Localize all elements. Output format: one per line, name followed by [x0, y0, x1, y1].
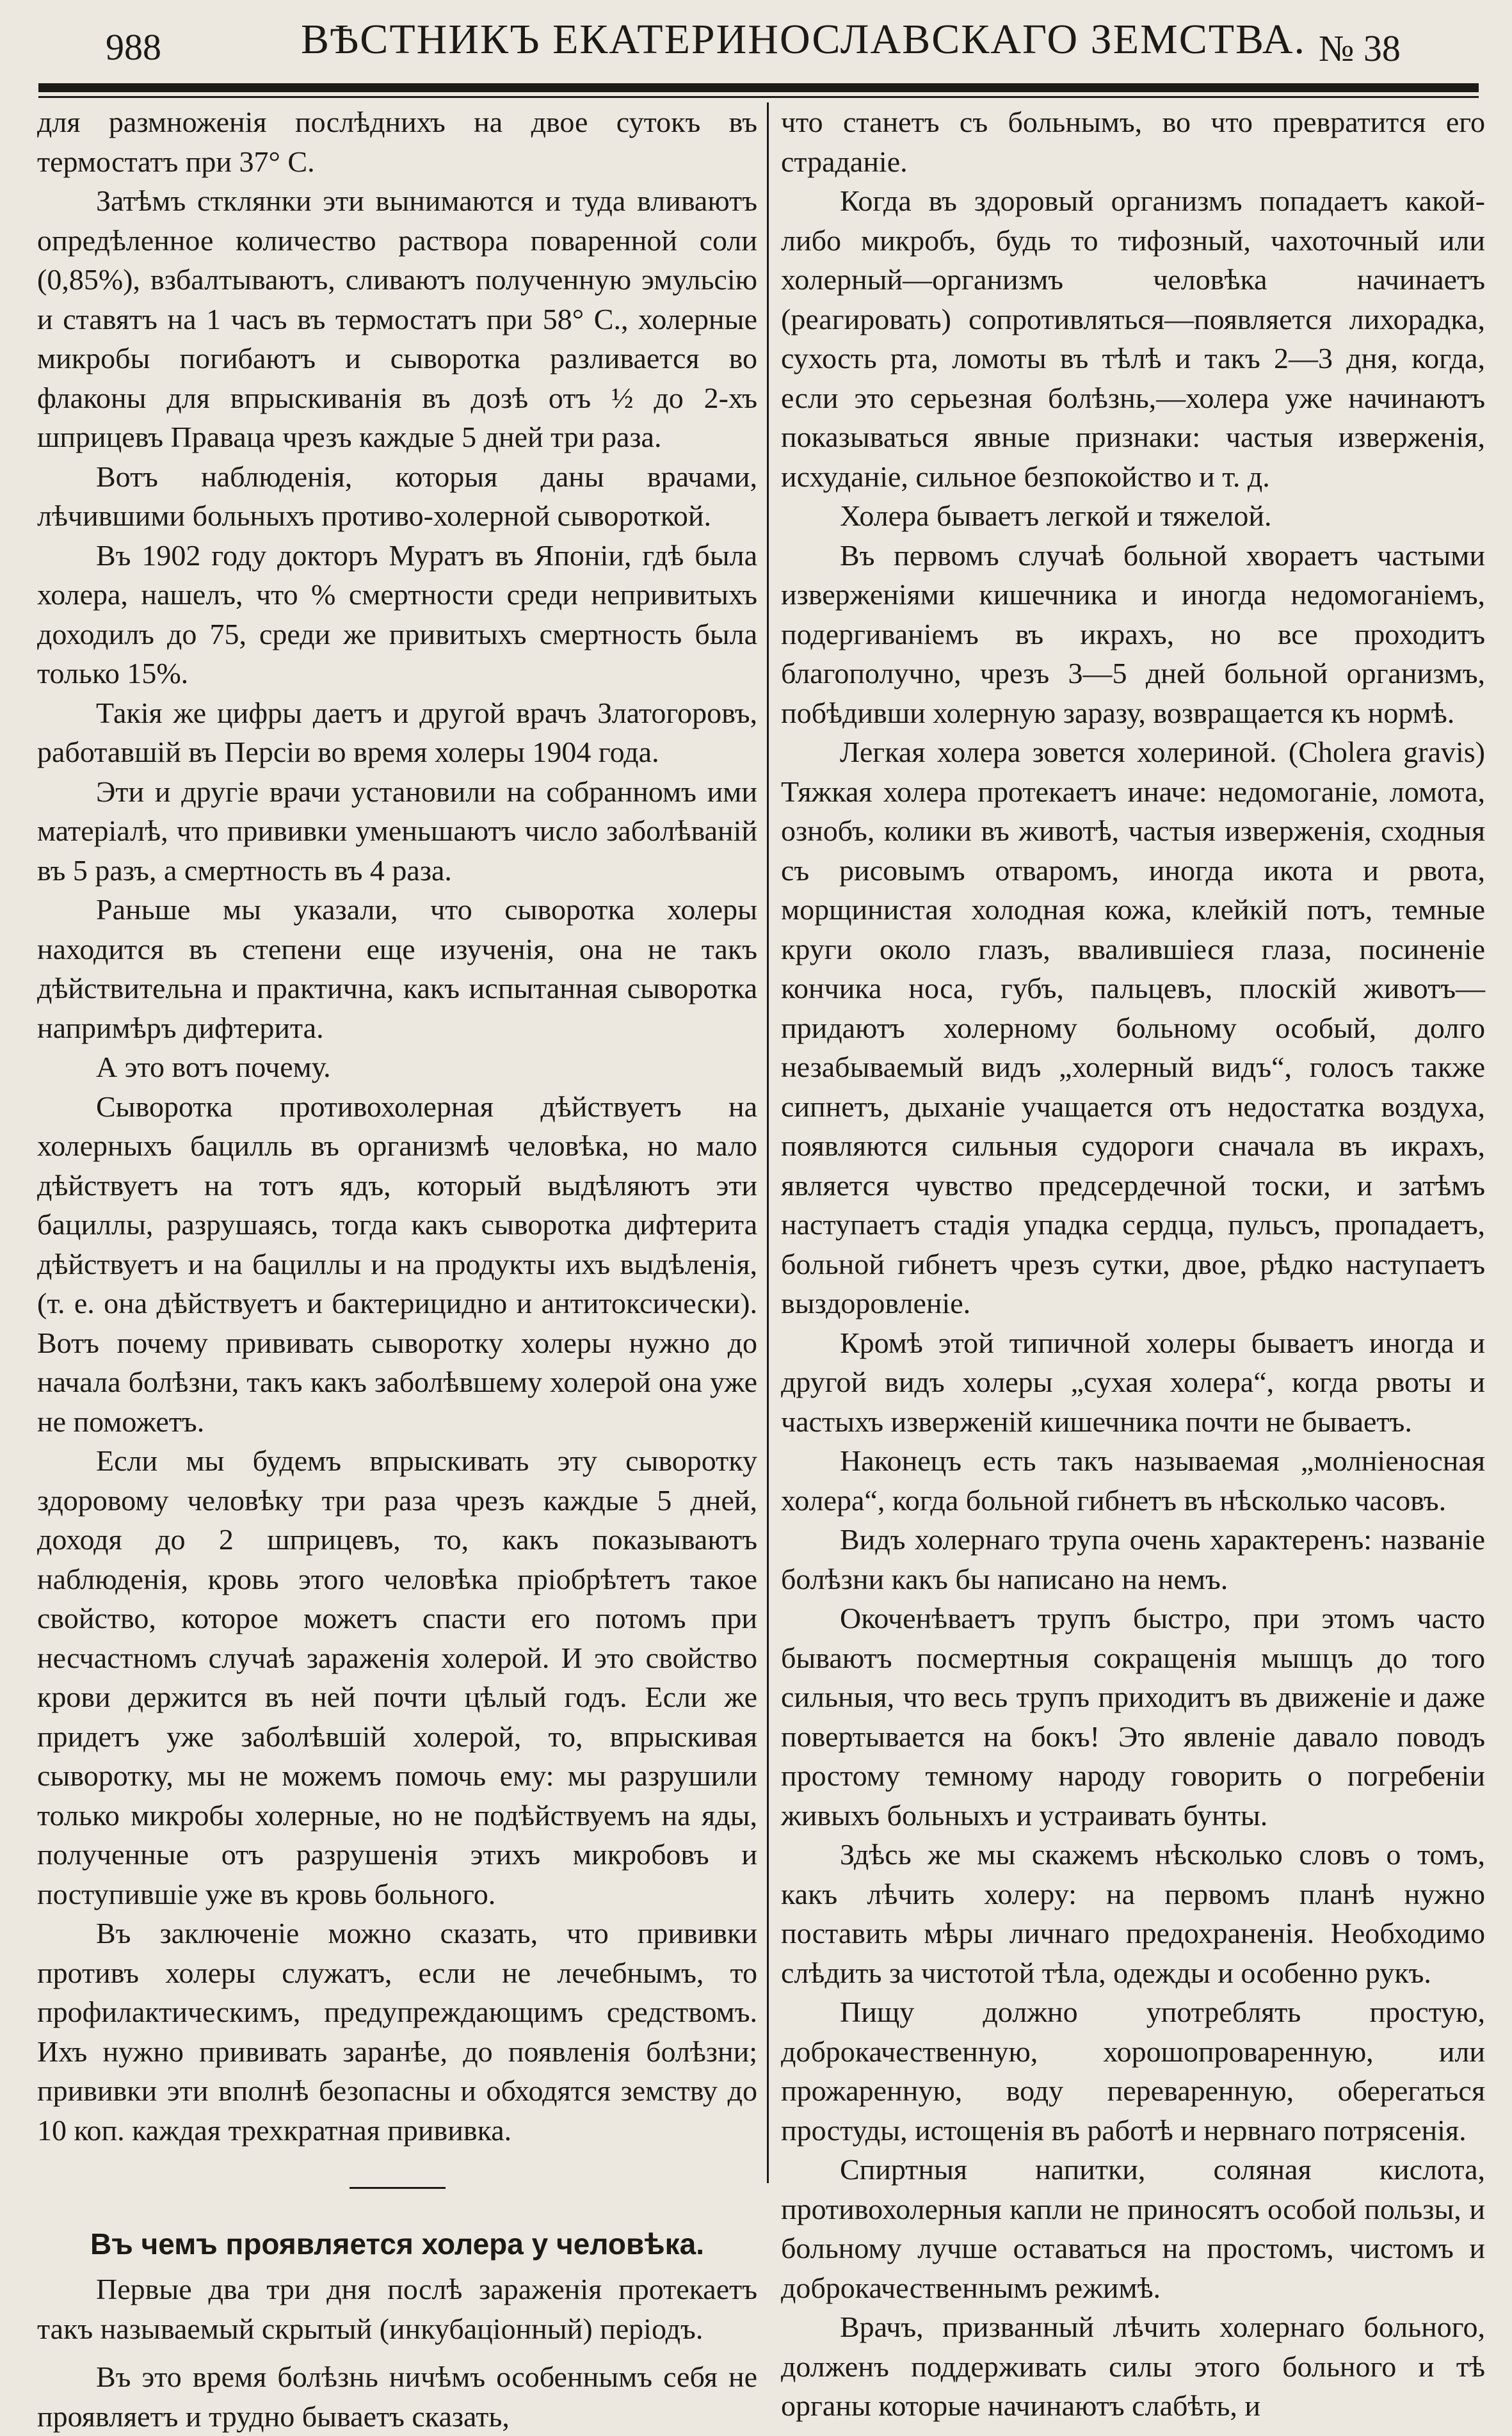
paragraph: Затѣмъ стклянки эти вынимаются и туда вливаютъ опредѣленное количество раствора поваренной соли (0,85%), взбалтываютъ, сливаютъ полученную эмульсію и ставятъ на 1 часъ въ термостатъ при 58° С., холерные микробы погибаютъ и сыворотка разливается во флаконы для впрыскиванія въ дозѣ отъ ½ до 2-хъ шприцевъ Праваца чрезъ каждые 5 дней три раза. [37, 184, 757, 453]
issue-number: № 38 [1319, 28, 1401, 69]
paragraph: Видъ холернаго трупа очень характеренъ: названіе болѣзни какъ бы написано на немъ. [781, 1523, 1485, 1595]
section-heading: Въ чемъ проявляется холера у человѣка. [90, 2227, 704, 2261]
paragraph: для размноженія послѣднихъ на двое сутокъ въ термостатъ при 37° С. [37, 106, 757, 178]
journal-title: ВѢСТНИКЪ ЕКАТЕРИНОСЛАВСКАГО ЗЕМСТВА. [301, 16, 1307, 63]
page-number: 988 [106, 26, 161, 68]
paragraph: Легкая холера зовется холериной. (Cholera gravis) Тяжкая холера протекаетъ иначе: недомоганіе, ломота, ознобъ, колики въ животѣ, частыя изверженія, сходныя съ рисовымъ отваромъ, иногда икота и рвота, морщинистая холодная кожа, клейкій потъ, темные круги около глазъ, ввалившіеся глаза, посиненіе кончика носа, губъ, пальцевъ, плоскій животъ—придаютъ холерному больному особый, долго незабываемый видъ „холерный видъ“, голосъ также сипнетъ, дыханіе учащается отъ недостатка воздуха, появляются сильныя судороги сначала въ икрахъ, является чувство предсердечной тоски, и затѣмъ наступаетъ стадія упадка сердца, пульсъ, пропадаетъ, больной гибнетъ чрезъ сутки, двое, рѣдко наступаетъ выздоровленіе. [781, 736, 1485, 1319]
paragraph: Спиртныя напитки, соляная кислота, противохолерныя капли не приносятъ особой пользы, и больному лучше оставаться на простомъ, чистомъ и доброкачественнымъ режимѣ. [781, 2153, 1485, 2304]
paragraph: что станетъ съ больнымъ, во что превратится его страданіе. [781, 106, 1485, 178]
paragraph: Здѣсь же мы скажемъ нѣсколько словъ о томъ, какъ лѣчить холеру: на первомъ планѣ нужно поставить мѣры личнаго предохраненія. Необходимо слѣдить за чистотой тѣла, одежды и особенно рукъ. [781, 1838, 1485, 1989]
paragraph: Первые два три дня послѣ зараженія протекаетъ такъ называемый скрытый (инкубаціонный) періодъ. [37, 2273, 757, 2345]
paragraph: Эти и другіе врачи установили на собранномъ ими матеріалѣ, что прививки уменьшаютъ число заболѣваній въ 5 разъ, а смертность въ 4 раза. [37, 775, 757, 887]
paragraph: Окоченѣваетъ трупъ быстро, при этомъ часто бываютъ посмертныя сокращенія мышцъ до того сильныя, что весь трупъ приходитъ въ движеніе и даже повертывается на бокъ! Это явленіе давало поводъ простому темному народу говорить о погребеніи живыхъ больныхъ и устраивать бунты. [781, 1602, 1485, 1832]
paragraph: Если мы будемъ впрыскивать эту сыворотку здоровому человѣку три раза чрезъ каждые 5 дней, доходя до 2 шприцевъ, то, какъ показываютъ наблюденія, кровь этого человѣка пріобрѣтетъ такое свойство, которое можетъ спасти его потомъ при несчастномъ случаѣ зараженія холерой. И это свойство крови держится въ ней почти цѣлый годъ. Если же придетъ уже заболѣвшій холерой, то, впрыскивая сыворотку, мы не можемъ помочь ему: мы разрушили только микробы холерные, но не подѣйствуемъ на яды, полученные отъ разрушенія этихъ микробовъ и поступившіе уже въ кровь больного. [37, 1444, 757, 1910]
paragraph: Кромѣ этой типичной холеры бываетъ иногда и другой видъ холеры „сухая холера“, когда рвоты и частыхъ изверженій кишечника почти не бываетъ. [781, 1326, 1485, 1438]
paragraph: Въ первомъ случаѣ больной хвораетъ частыми изверженіями кишечника и иногда недомоганіемъ, подергиваніемъ въ икрахъ, но все проходитъ благополучно, чрезъ 3—5 дней больной организмъ, побѣдивши холерную заразу, возвращается къ нормѣ. [781, 538, 1485, 729]
paragraph: А это вотъ почему. [96, 1051, 331, 1083]
left-column [37, 102, 757, 2436]
paragraph: Пищу должно употреблять простую, доброкачественную, хорошопроваренную, или прожаренную, воду переваренную, оберегаться простуды, истощенія въ работѣ и нервнаго потрясенія. [781, 1996, 1485, 2147]
paragraph: Раньше мы указали, что сыворотка холеры находится въ степени еще изученія, она не такъ дѣйствительна и практична, какъ испытанная сыворотка напримѣръ дифтерита. [37, 893, 757, 1044]
paragraph: Сыворотка противохолерная дѣйствуетъ на холерныхъ бацилль въ организмѣ человѣка, но мало дѣйствуетъ на тотъ ядъ, который выдѣляютъ эти бациллы, разрушаясь, тогда какъ сыворотка дифтерита дѣйствуетъ и на бациллы и на продукты ихъ выдѣленія, (т. е. она дѣйствуетъ и бактерицидно и антитоксически). Вотъ почему прививать сыворотку холеры нужно до начала болѣзни, такъ какъ заболѣвшему холерой она уже не поможетъ. [37, 1090, 757, 1438]
paragraph: Въ 1902 году докторъ Муратъ въ Японіи, гдѣ была холера, нашелъ, что % смертности среди непривитыхъ доходилъ до 75, среди же привитыхъ смертность была только 15%. [37, 538, 757, 690]
paragraph: Въ это время болѣзнь ничѣмъ особеннымъ себя не проявляетъ и трудно бываетъ сказать, [37, 2360, 757, 2433]
paragraph: Въ заключеніе можно сказать, что прививки противъ холеры служатъ, если не лечебнымъ, то профилактическимъ, предупреждающимъ средствомъ. Ихъ нужно прививать заранѣе, до появленія болѣзни; прививки эти вполнѣ безопасны и обходятся земству до 10 коп. каждая трехкратная прививка. [37, 1917, 757, 2147]
paragraph: Такія же цифры даетъ и другой врачъ Златогоровъ, работавшій въ Персіи во время холеры 1904 года. [37, 696, 757, 768]
paragraph: Когда въ здоровый организмъ попадаетъ какой-либо микробъ, будь то тифозный, чахоточный или холерный—организмъ человѣка начинаетъ (реагировать) сопротивляться—появляется лихорадка, сухость рта, ломоты въ тѣлѣ и такъ 2—3 дня, когда, если это серьезная болѣзнь,—холера уже начинаютъ показываться явные признаки: частыя изверженія, исхуданіе, сильное безпокойство и т. д. [781, 184, 1485, 493]
paragraph: Наконецъ есть такъ называемая „молніеносная холера“, когда больной гибнетъ въ нѣсколько часовъ. [781, 1444, 1485, 1517]
paragraph: Холера бываетъ легкой и тяжелой. [840, 499, 1272, 532]
right-column [781, 102, 1485, 2426]
page-header [0, 0, 1512, 96]
section-separator [350, 2187, 446, 2189]
header-rule-thin [38, 96, 1479, 98]
paragraph: Врачъ, призванный лѣчить холернаго больного, долженъ поддерживать силы этого больного и тѣ органы которые начинаютъ слабѣть, и [781, 2311, 1485, 2422]
paragraph: Вотъ наблюденія, которыя даны врачами, лѣчившими больныхъ противо-холерной сывороткой. [37, 460, 757, 532]
column-divider [767, 102, 769, 2183]
header-rule-thick [38, 83, 1479, 92]
